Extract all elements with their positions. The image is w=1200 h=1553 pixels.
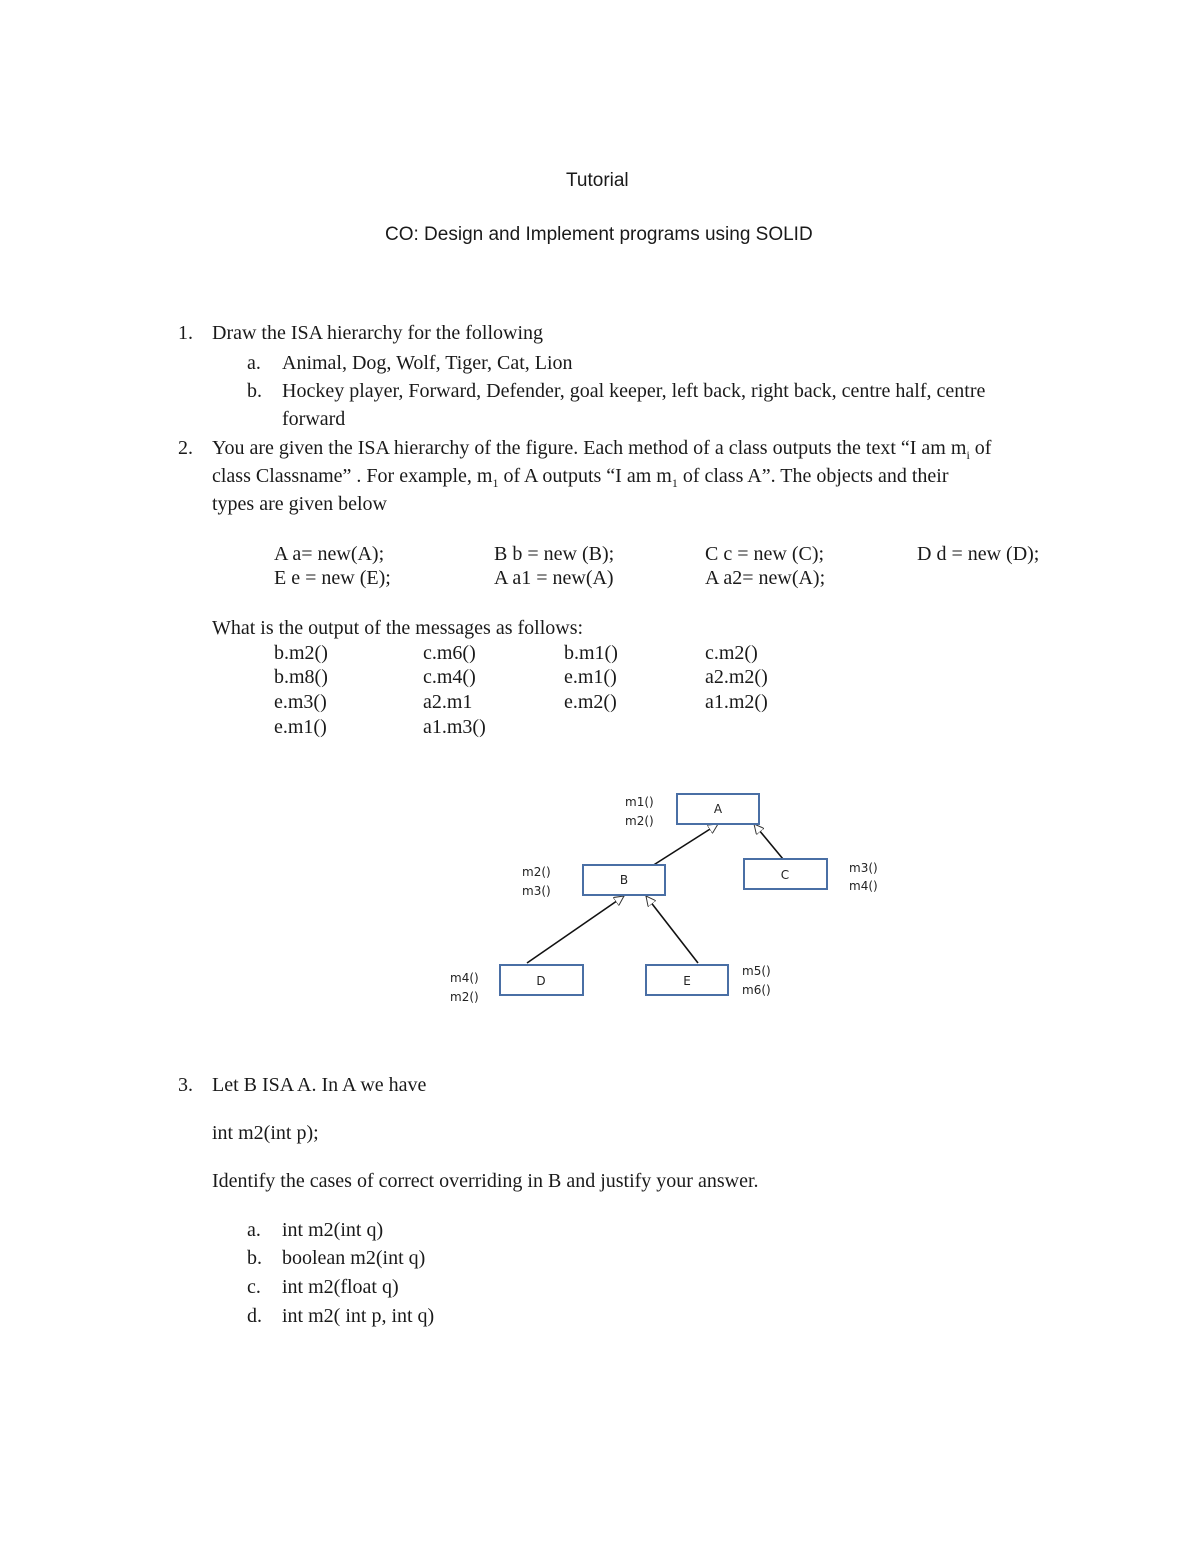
class-name: A bbox=[713, 802, 723, 816]
message-call: a1.m3() bbox=[423, 716, 486, 738]
message-call: a2.m2() bbox=[705, 666, 768, 688]
page-title: Tutorial bbox=[566, 170, 629, 191]
class-box-b bbox=[583, 865, 665, 895]
edge-e-to-b bbox=[646, 896, 698, 963]
class-box-e bbox=[646, 965, 728, 995]
declaration: E e = new (E); bbox=[274, 567, 391, 589]
declaration: A a2= new(A); bbox=[705, 567, 826, 589]
question-number: 1. bbox=[178, 322, 193, 344]
method-label: m1() bbox=[625, 795, 654, 809]
messages-prompt: What is the output of the messages as follows: bbox=[212, 617, 584, 639]
message-call: a1.m2() bbox=[705, 691, 768, 713]
question-text-line: types are given below bbox=[212, 493, 387, 515]
method-label: m4() bbox=[450, 971, 479, 985]
edge-c-to-a bbox=[754, 824, 783, 859]
method-label: m2() bbox=[450, 990, 479, 1004]
declaration: D d = new (D); bbox=[917, 543, 1040, 565]
list-item: boolean m2(int q) bbox=[282, 1247, 426, 1269]
method-label: m6() bbox=[742, 983, 771, 997]
course-outcome: CO: Design and Implement programs using SOLID bbox=[385, 224, 813, 245]
code-signature: int m2(int p); bbox=[212, 1122, 319, 1144]
list-marker: b. bbox=[247, 1247, 262, 1269]
list-item: int m2(float q) bbox=[282, 1276, 399, 1298]
list-item: Animal, Dog, Wolf, Tiger, Cat, Lion bbox=[282, 352, 573, 374]
message-call: b.m1() bbox=[564, 642, 618, 664]
question-text: Let B ISA A. In A we have bbox=[212, 1074, 427, 1096]
method-label: m2() bbox=[522, 865, 551, 879]
class-name: D bbox=[536, 974, 546, 988]
list-marker: a. bbox=[247, 352, 261, 374]
question-number: 2. bbox=[178, 437, 193, 459]
message-call: a2.m1 bbox=[423, 691, 473, 713]
list-item: int m2(int q) bbox=[282, 1219, 384, 1241]
message-call: b.m2() bbox=[274, 642, 328, 664]
message-call: e.m1() bbox=[564, 666, 617, 688]
method-label: m3() bbox=[849, 861, 878, 875]
method-label: m5() bbox=[742, 964, 771, 978]
list-marker: a. bbox=[247, 1219, 261, 1241]
method-label: m4() bbox=[849, 879, 878, 893]
list-item-continuation: forward bbox=[282, 408, 346, 430]
message-call: b.m8() bbox=[274, 666, 328, 688]
class-name: E bbox=[683, 974, 691, 988]
list-item: int m2( int p, int q) bbox=[282, 1305, 435, 1327]
list-item: Hockey player, Forward, Defender, goal keeper, left back, right back, centre half, centre bbox=[282, 380, 986, 402]
question-text-line: You are given the ISA hierarchy of the figure. Each method of a class outputs the text “I am $m_i$ of bbox=[212, 437, 992, 462]
method-label: m2() bbox=[625, 814, 654, 828]
question-text-line: class Classname” . For example, $m_1$ of A outputs “I am $m_1$ of class A”. The objects and their bbox=[212, 465, 949, 490]
question-text: Draw the ISA hierarchy for the following bbox=[212, 322, 544, 344]
question-number: 3. bbox=[178, 1074, 193, 1096]
message-call: e.m2() bbox=[564, 691, 617, 713]
method-label: m3() bbox=[522, 884, 551, 898]
message-call: e.m1() bbox=[274, 716, 327, 738]
message-call: c.m6() bbox=[423, 642, 476, 664]
declaration: A a= new(A); bbox=[274, 543, 385, 565]
list-marker: b. bbox=[247, 380, 262, 402]
message-call: c.m4() bbox=[423, 666, 476, 688]
class-name: C bbox=[780, 868, 790, 882]
class-box-c bbox=[744, 859, 827, 889]
list-marker: c. bbox=[247, 1276, 261, 1298]
message-call: e.m3() bbox=[274, 691, 327, 713]
message-call: c.m2() bbox=[705, 642, 758, 664]
edge-b-to-a bbox=[652, 824, 718, 866]
list-marker: d. bbox=[247, 1305, 262, 1327]
declaration: A a1 = new(A) bbox=[494, 567, 614, 589]
declaration: C c = new (C); bbox=[705, 543, 825, 565]
question-instruction: Identify the cases of correct overriding in B and justify your answer. bbox=[212, 1170, 759, 1192]
class-box-a bbox=[677, 794, 759, 824]
class-name: B bbox=[619, 873, 629, 887]
declaration: B b = new (B); bbox=[494, 543, 615, 565]
class-box-d bbox=[500, 965, 583, 995]
edge-d-to-b bbox=[527, 896, 624, 963]
